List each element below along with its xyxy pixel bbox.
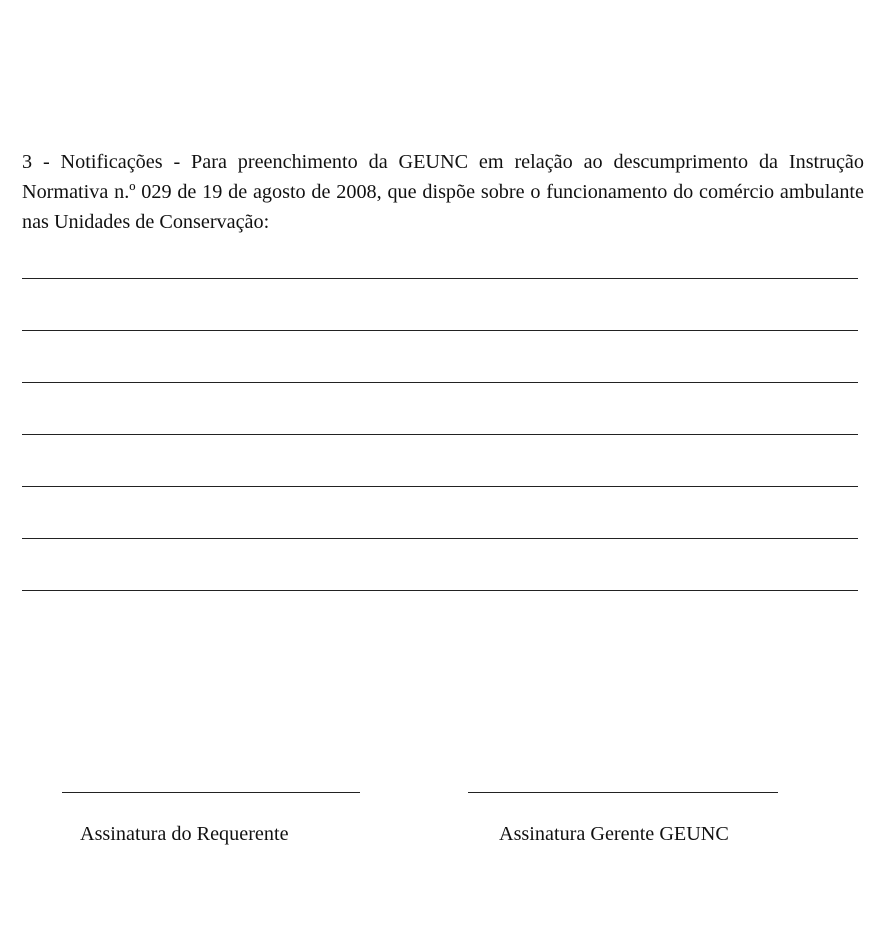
notifications-section-text: 3 - Notificações - Para preenchimento da GEUNC em relação ao descumprimento da Instrução Normativa n.º 029 de 19 de agosto de 2008, que dispõe sobre o funcionamento do comércio ambulante nas Unidades de Conservação: — [22, 151, 864, 233]
fill-line[interactable] — [22, 330, 858, 382]
fill-line[interactable] — [22, 538, 858, 590]
requerente-signature-label: Assinatura do Requerente — [80, 823, 289, 845]
fill-line[interactable] — [22, 382, 858, 434]
fill-line[interactable] — [22, 434, 858, 486]
fill-line[interactable] — [22, 590, 858, 642]
notification-fill-lines — [22, 278, 858, 642]
gerente-signature-line[interactable] — [468, 792, 778, 793]
gerente-signature-label: Assinatura Gerente GEUNC — [499, 823, 729, 845]
fill-line[interactable] — [22, 486, 858, 538]
fill-line[interactable] — [22, 278, 858, 330]
requerente-signature-line[interactable] — [62, 792, 360, 793]
